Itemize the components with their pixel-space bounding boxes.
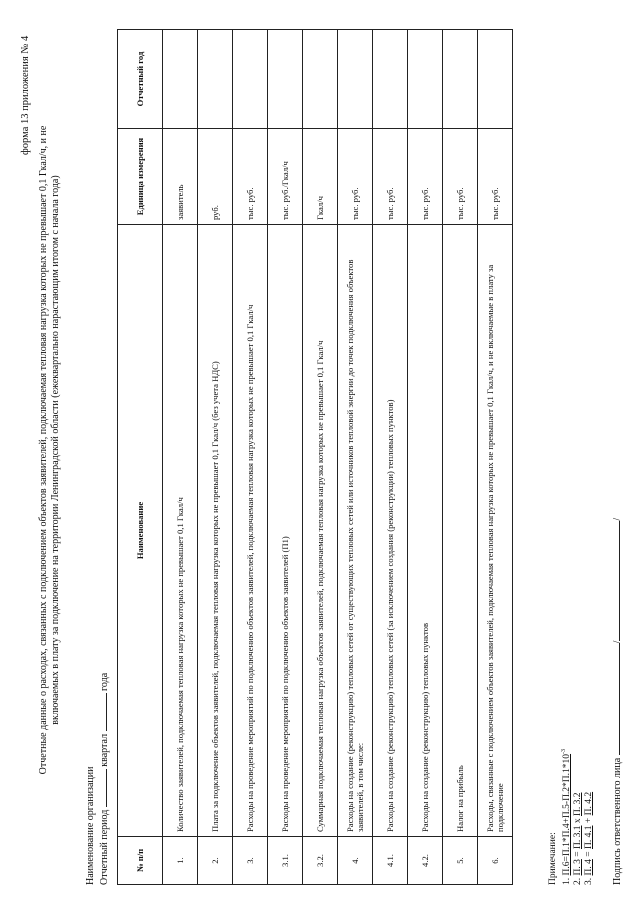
notes-heading: Примечание:: [548, 832, 558, 885]
form-reference: форма 13 приложения № 4: [20, 35, 31, 155]
signature-label: Подпись ответственного лица: [612, 757, 623, 885]
table-row: [443, 30, 478, 885]
row-number: 3.1.: [268, 837, 303, 885]
signature-separator: /: [612, 640, 623, 644]
organization-label: Наименование организации: [85, 766, 96, 885]
table-row: [233, 30, 268, 885]
row-unit: руб.: [198, 129, 233, 225]
note-3-equals: =: [584, 849, 595, 860]
period-label: Отчетный период: [99, 809, 110, 885]
note-1-prefix: 1.: [562, 875, 573, 885]
row-name: Расходы на создание (реконструкцию) тепловых сетей от существующих тепловых сетей или источников тепловой энергии до точек подключения объектов заявителей, в том числе:: [338, 225, 373, 837]
row-number: 6.: [478, 837, 513, 885]
signature-line: [610, 518, 623, 885]
year-label: года: [99, 672, 110, 691]
row-name: Расходы, связанные с подключением объектов заявителей, подключаемая тепловая нагрузка которых не превышает 0,1 Гкал/ч, и не включаемые в плату за подключение: [478, 225, 513, 837]
table-row: [373, 30, 408, 885]
table-row: [268, 30, 303, 885]
note-2-prefix: 2.: [573, 875, 584, 885]
row-value: [478, 30, 513, 129]
row-value: [373, 30, 408, 129]
column-header-name: Наименование: [118, 225, 163, 837]
signature-blank-1: [610, 643, 620, 755]
column-header-number: № п/п: [118, 837, 163, 885]
notes-block: [548, 749, 595, 885]
title-line-1: Отчетные данные о расходах, связанных с подключением объектов заявителей, подключаемая тепловая нагрузка которых не превышает 0,1 Гкал/ч, и не: [38, 125, 49, 775]
table-row: [478, 30, 513, 885]
note-2-times: x: [573, 816, 584, 826]
row-number: 4.: [338, 837, 373, 885]
period-year-blank: [97, 693, 107, 731]
row-unit: тыс. руб.: [233, 129, 268, 225]
row-unit: тыс. руб.: [408, 129, 443, 225]
row-value: [198, 30, 233, 129]
note-line-2: [573, 749, 584, 885]
note-2-term-a: П. 3: [573, 859, 584, 876]
column-header-unit: Единица измерения: [118, 129, 163, 225]
note-1-formula: П.6=П.1*П.4+П.5-П.2*П.1*10: [562, 753, 573, 876]
row-name: Расходы на проведение мероприятий по подключению объектов заявителей (П1): [268, 225, 303, 837]
note-2-term-b: П. 3.1: [573, 825, 584, 850]
row-name: Расходы на создание (реконструкцию) тепловых пунктов: [408, 225, 443, 837]
period-line: [97, 673, 110, 885]
row-number: 5.: [443, 837, 478, 885]
title-line-2: включаемых в плату за подключение на территории Ленинградской области (ежеквартально нарастающим итогом с начала года): [50, 175, 61, 725]
row-unit: Гкал/ч: [303, 129, 338, 225]
row-number: 3.: [233, 837, 268, 885]
row-value: [268, 30, 303, 129]
row-value: [338, 30, 373, 129]
signature-blank-2: [610, 521, 620, 641]
row-unit: тыс. руб.: [443, 129, 478, 225]
row-name: Плата за подключение объектов заявителей, подключаемая тепловая нагрузка которых не превышает 0,1 Гкал/ч (без учета НДС): [198, 225, 233, 837]
signature-end: /: [612, 517, 623, 521]
note-3-term-a: П. 4: [584, 859, 595, 876]
note-line-3: [584, 749, 595, 885]
column-header-value: Отчетный год: [118, 30, 163, 129]
period-quarter-blank: [97, 769, 107, 807]
note-3-term-b: П. 4.1: [584, 825, 595, 850]
quarter-label: квартал: [99, 733, 110, 767]
note-1-exponent: -3: [561, 748, 567, 754]
row-value: [163, 30, 198, 129]
row-name: Количество заявителей, подключаемая тепловая нагрузка которых не превышает 0,1 Гкал/ч: [163, 225, 198, 837]
table-row: [338, 30, 373, 885]
row-value: [233, 30, 268, 129]
note-3-plus: +: [584, 815, 595, 826]
row-value: [408, 30, 443, 129]
row-name: Расходы на проведение мероприятий по подключению объектов заявителей, подключаемая тепловая нагрузка которых не превышает 0,1 Гкал/ч: [233, 225, 268, 837]
row-name: Налог на прибыль: [443, 225, 478, 837]
report-table: [117, 29, 513, 885]
row-name: Суммарная подключаемая тепловая нагрузка объектов заявителей, подключаемая тепловая нагрузка которых не превышает 0,1 Гкал/ч: [303, 225, 338, 837]
row-value: [303, 30, 338, 129]
row-unit: заявитель: [163, 129, 198, 225]
note-2-equals: =: [573, 849, 584, 860]
table-header-row: [118, 30, 163, 885]
table-row: [408, 30, 443, 885]
note-line-1: [559, 749, 573, 885]
row-unit: тыс. руб./Гкал/ч: [268, 129, 303, 225]
row-number: 4.1.: [373, 837, 408, 885]
note-3-prefix: 3.: [584, 875, 595, 885]
row-unit: тыс. руб.: [478, 129, 513, 225]
row-number: 2.: [198, 837, 233, 885]
row-number: 1.: [163, 837, 198, 885]
note-3-term-c: П. 4.2: [584, 791, 595, 816]
row-unit: тыс. руб.: [338, 129, 373, 225]
row-unit: тыс. руб.: [373, 129, 408, 225]
document-title: [38, 80, 62, 820]
note-2-term-c: П. 3.2: [573, 792, 584, 817]
row-number: 4.2.: [408, 837, 443, 885]
table-row: [163, 30, 198, 885]
row-number: 3.2.: [303, 837, 338, 885]
organization-line: [85, 767, 96, 886]
table-row: [303, 30, 338, 885]
table-row: [198, 30, 233, 885]
row-value: [443, 30, 478, 129]
row-name: Расходы на создание (реконструкцию) тепловых сетей (за исключением создания (реконструкции) тепловых пунктов): [373, 225, 408, 837]
